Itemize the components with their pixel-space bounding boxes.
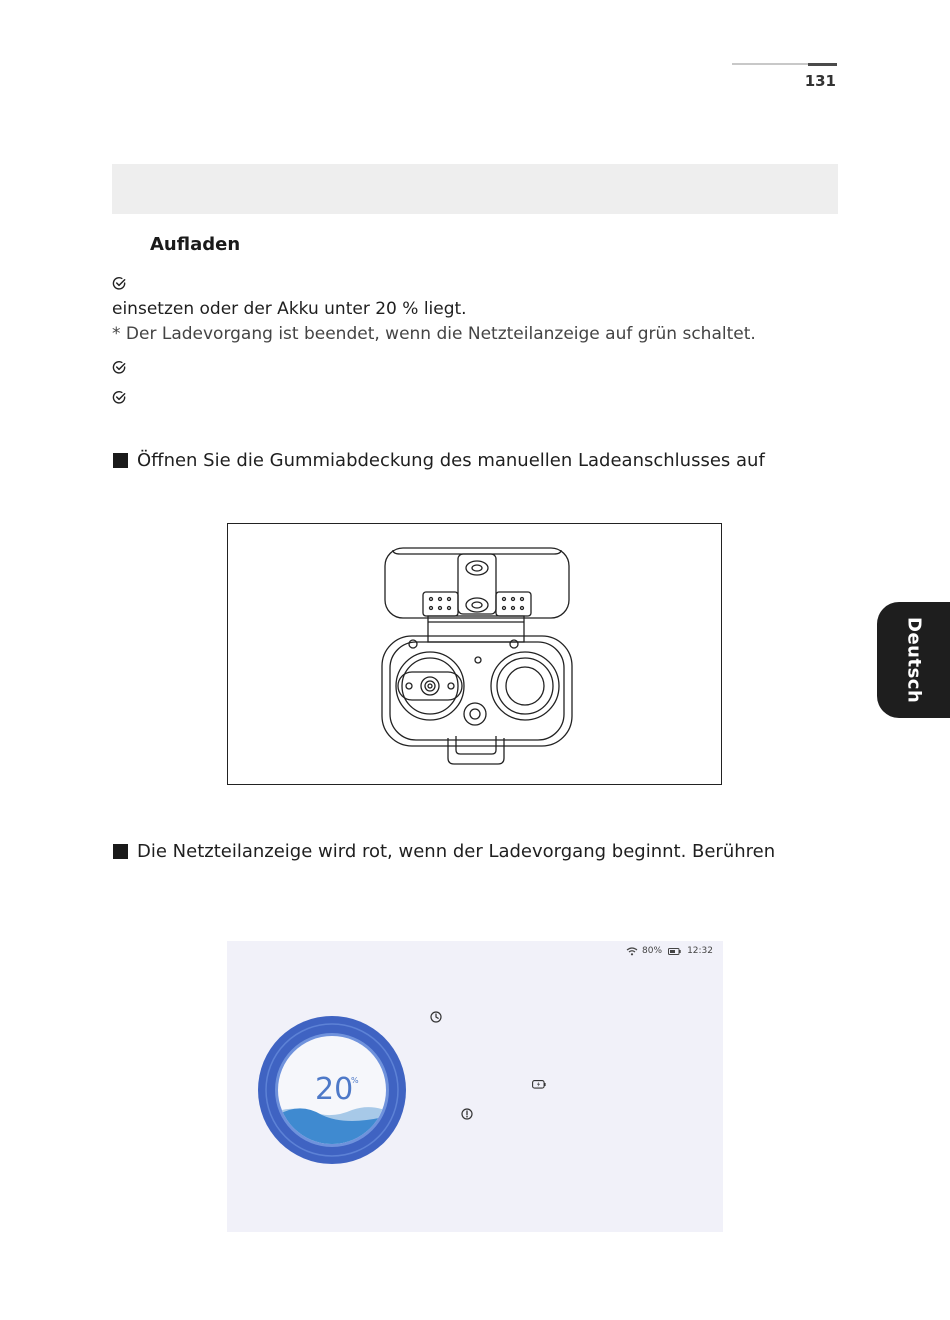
app-charging-screen bbox=[227, 941, 723, 1232]
charging-note: * Der Ladevorgang ist beendet, wenn die Netzteilanzeige auf grün schaltet. bbox=[112, 324, 756, 344]
battery-percent: 80% bbox=[642, 946, 663, 956]
battery-level-unit: % bbox=[351, 1076, 359, 1085]
square-bullet-icon bbox=[113, 844, 128, 859]
page-number: 131 bbox=[804, 72, 836, 90]
clock-icon bbox=[430, 1011, 442, 1023]
wifi-icon bbox=[626, 947, 638, 956]
charging-port-drawing bbox=[228, 524, 721, 784]
charging-battery-icon bbox=[532, 1080, 546, 1089]
section-title: Aufladen bbox=[150, 234, 241, 255]
section-banner bbox=[112, 164, 838, 214]
battery-icon bbox=[668, 948, 681, 955]
check-circle-icon bbox=[112, 276, 127, 291]
status-time: 12:32 bbox=[687, 946, 713, 956]
language-tab[interactable] bbox=[877, 602, 950, 718]
alert-icon bbox=[461, 1108, 473, 1120]
language-tab-label: Deutsch bbox=[903, 616, 925, 704]
charging-port-illustration bbox=[227, 523, 722, 785]
step-item bbox=[113, 841, 775, 862]
check-circle-icon bbox=[112, 360, 127, 375]
square-bullet-icon bbox=[113, 453, 128, 468]
step-text: Die Netzteilanzeige wird rot, wenn der Ladevorgang beginnt. Berühren bbox=[137, 841, 776, 862]
step-text: Öffnen Sie die Gummiabdeckung des manuellen Ladeanschlusses auf bbox=[137, 450, 765, 471]
header-rule-accent bbox=[808, 63, 837, 66]
charging-condition-text: einsetzen oder der Akku unter 20 % liegt. bbox=[112, 299, 467, 319]
battery-level-value: 20 bbox=[315, 1072, 354, 1107]
check-circle-icon bbox=[112, 390, 127, 405]
status-bar bbox=[626, 946, 713, 956]
step-item bbox=[113, 450, 765, 471]
